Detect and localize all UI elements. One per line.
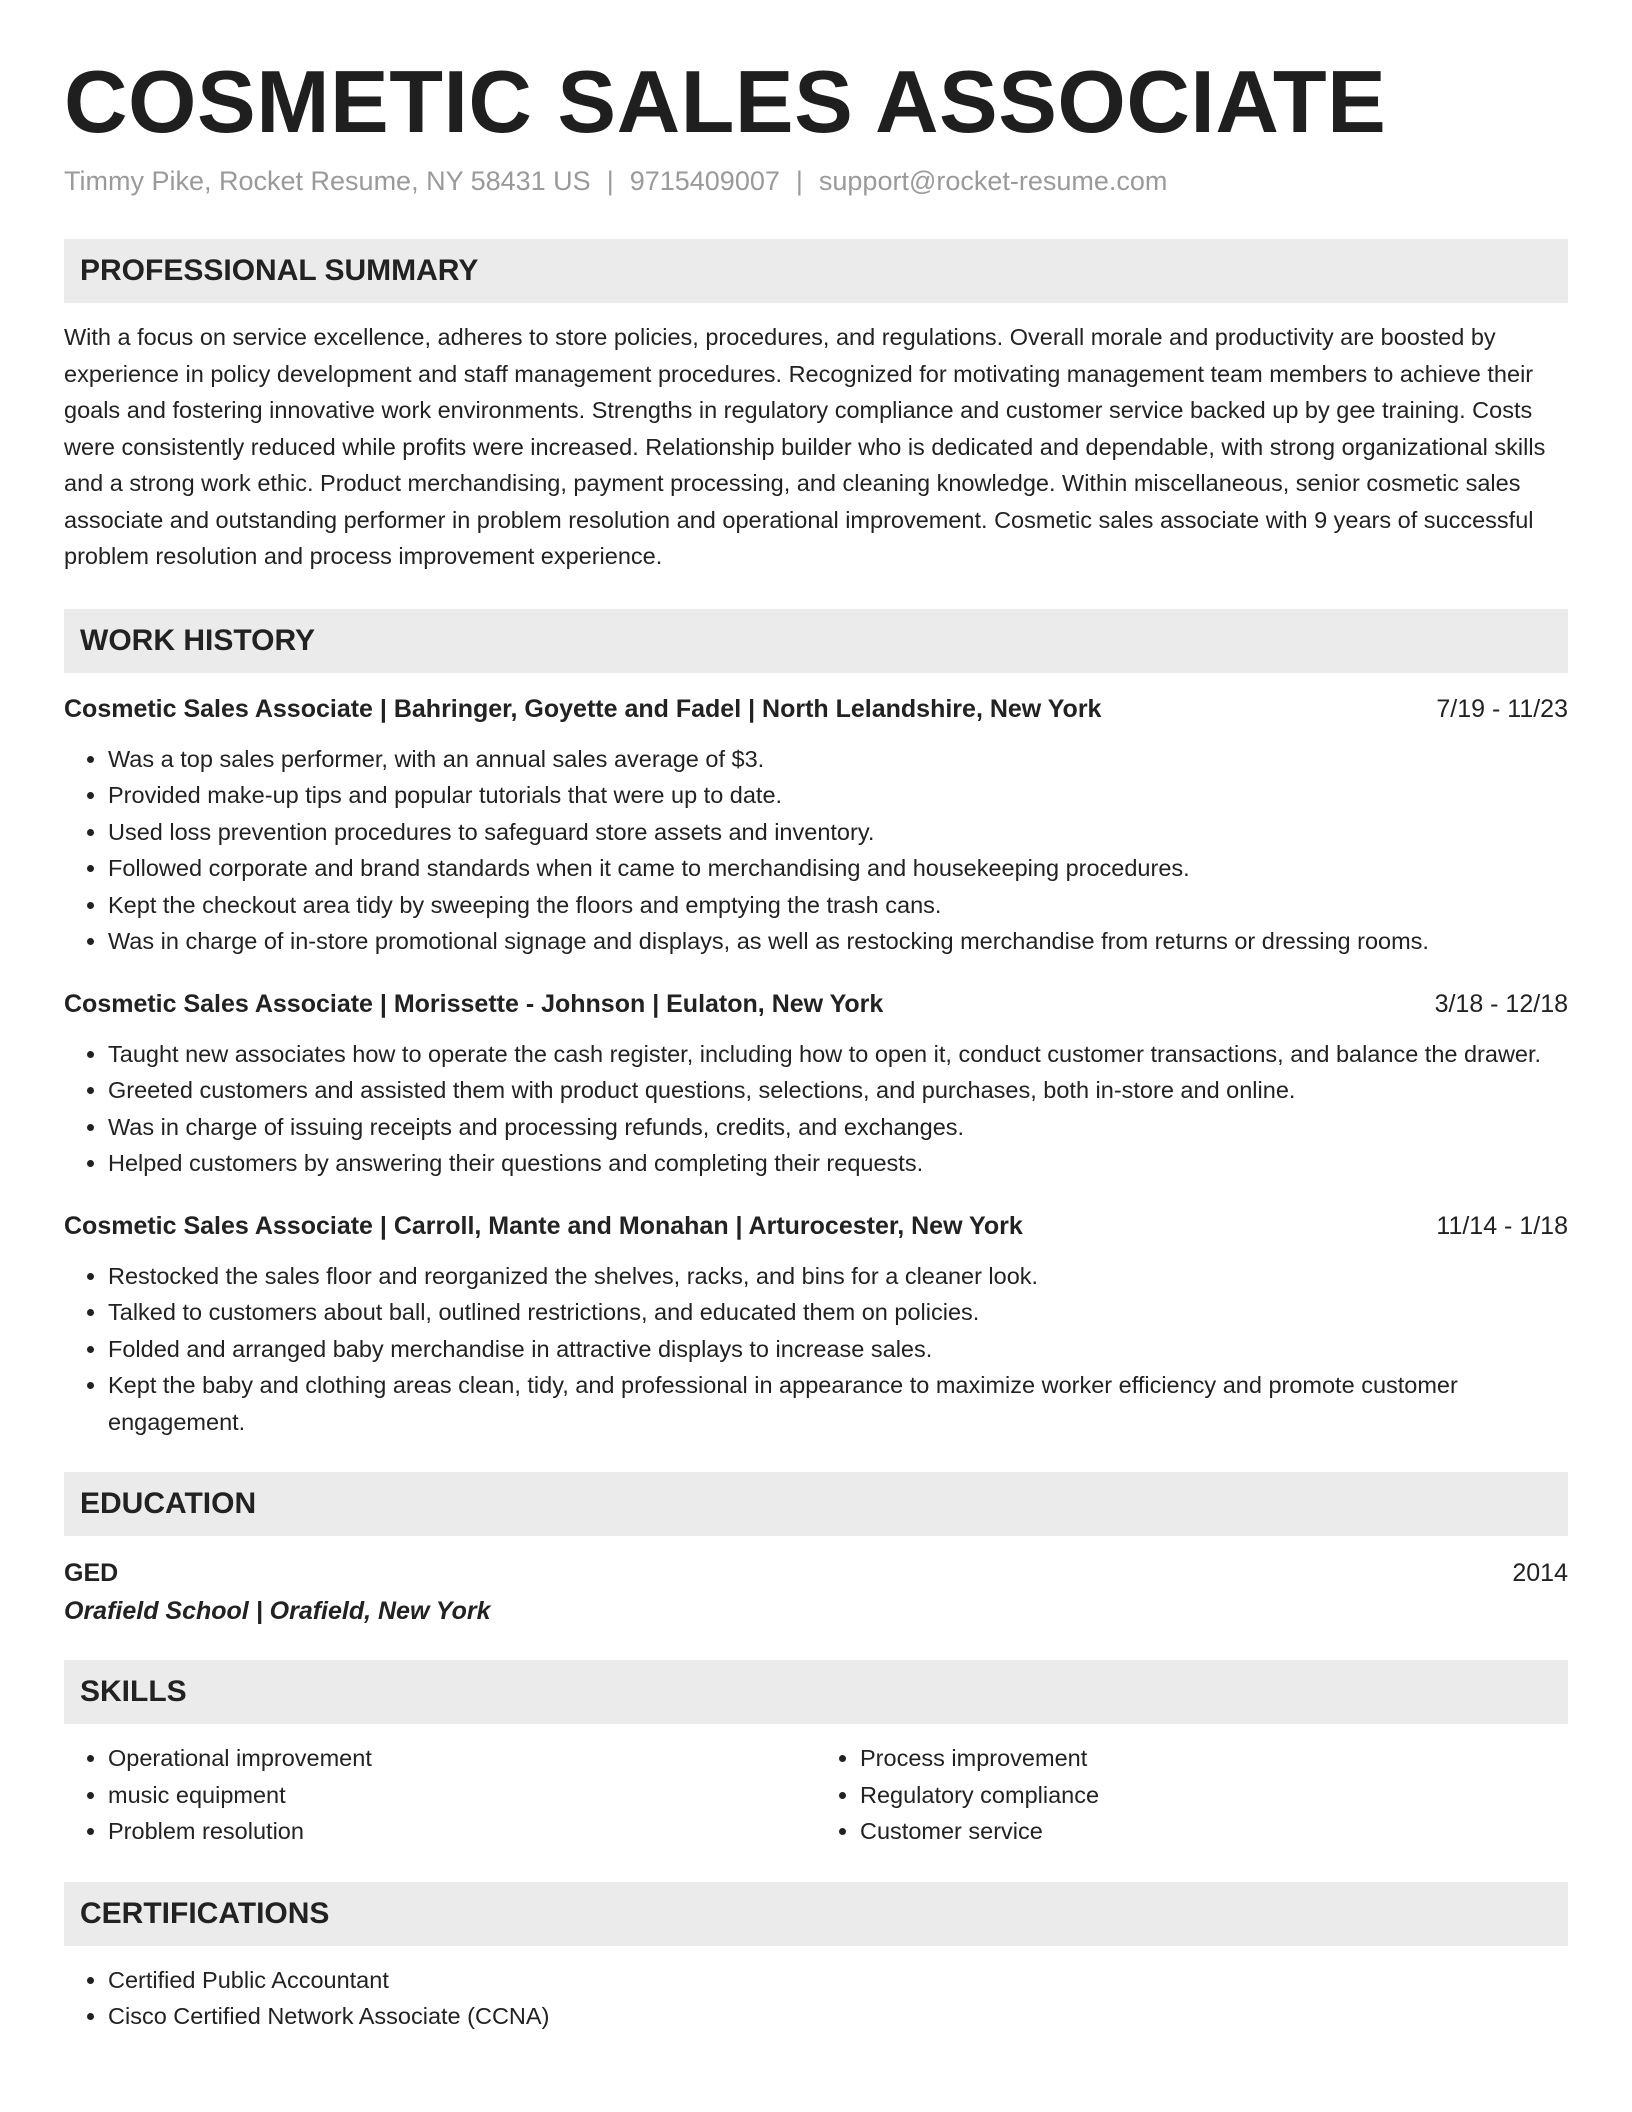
education-degree: GED [64,1559,119,1588]
list-item: • Followed corporate and brand standards when it came to merchandising and housekeeping procedures. [108,850,1568,887]
job-entry [64,691,1568,960]
list-item: • Kept the baby and clothing areas clean, tidy, and professional in appearance to maximize worker efficiency and promote customer engagement. [108,1367,1568,1440]
job-header [64,986,1568,1022]
list-item: • Cisco Certified Network Associate (CCNA) [108,1998,1568,2035]
job-header [64,1208,1568,1244]
contact-separator: | [606,166,614,197]
education-year: 2014 [1512,1559,1568,1588]
job-entry [64,986,1568,1182]
job-title: Cosmetic Sales Associate | Morissette - Johnson | Eulaton, New York [64,989,884,1018]
job-bullets [64,741,1568,960]
job-dates: 11/14 - 1/18 [1436,1211,1568,1240]
list-item: • Certified Public Accountant [108,1962,1568,1999]
skills-column-right [816,1740,1568,1850]
list-item: • Operational improvement [108,1740,816,1777]
contact-separator: | [795,166,803,197]
certifications-list [64,1962,1568,2035]
job-title: Cosmetic Sales Associate | Carroll, Mante and Monahan | Arturocester, New York [64,1211,1023,1240]
education-school: Orafield School | Orafield, New York [64,1597,491,1626]
list-item: • Problem resolution [108,1813,816,1850]
list-item: • Talked to customers about ball, outlined restrictions, and educated them on policies. [108,1294,1568,1331]
job-dates: 3/18 - 12/18 [1434,989,1568,1018]
list-item: • Regulatory compliance [860,1777,1568,1814]
list-item: • Greeted customers and assisted them with product questions, selections, and purchases, both in-store and online. [108,1072,1568,1109]
education-header [64,1554,1568,1592]
skills-column-left [64,1740,816,1850]
contact-line [64,166,1568,197]
list-item: • Process improvement [860,1740,1568,1777]
resume-title: COSMETIC SALES ASSOCIATE [64,52,1387,151]
job-entry [64,1208,1568,1441]
section-header-summary: PROFESSIONAL SUMMARY [64,239,1568,303]
contact-email: support@rocket-resume.com [818,166,1168,197]
list-item: • Customer service [860,1813,1568,1850]
section-header-skills: SKILLS [64,1660,1568,1724]
education-entry [64,1554,1568,1630]
summary-text: With a focus on service excellence, adheres to store policies, procedures, and regulations. Overall morale and productivity are boosted by experience in policy development and staff management procedures. Recognized for motivating management team members to achieve their goals and fostering innovative work environments. Strengths in regulatory compliance and customer service backed up by gee training. Costs were consistently reduced while profits were increased. Relationship builder who is dedicated and dependable, with strong organizational skills and a strong work ethic. Product merchandising, payment processing, and cleaning knowledge. Within miscellaneous, senior cosmetic sales associate and outstanding performer in problem resolution and operational improvement. Cosmetic sales associate with 9 years of successful problem resolution and process improvement experience. [64,324,1546,570]
list-item: • Was a top sales performer, with an annual sales average of $3. [108,741,1568,778]
contact-address: Timmy Pike, Rocket Resume, NY 58431 US [64,166,591,197]
list-item: • Provided make-up tips and popular tutorials that were up to date. [108,777,1568,814]
contact-phone: 9715409007 [629,166,780,197]
list-item: • Was in charge of in-store promotional signage and displays, as well as restocking merchandise from returns or dressing rooms. [108,923,1568,960]
list-item: • music equipment [108,1777,816,1814]
list-item: • Helped customers by answering their questions and completing their requests. [108,1145,1568,1182]
list-item: • Restocked the sales floor and reorganized the shelves, racks, and bins for a cleaner look. [108,1258,1568,1295]
certifications-bullets [64,1962,1568,2035]
job-dates: 7/19 - 11/23 [1436,694,1568,723]
section-header-education: EDUCATION [64,1472,1568,1536]
section-header-work-history: WORK HISTORY [64,609,1568,673]
skills-list [64,1740,1568,1850]
job-header [64,691,1568,727]
list-item: • Kept the checkout area tidy by sweeping the floors and emptying the trash cans. [108,887,1568,924]
job-bullets [64,1258,1568,1441]
list-item: • Folded and arranged baby merchandise in attractive displays to increase sales. [108,1331,1568,1368]
job-title: Cosmetic Sales Associate | Bahringer, Goyette and Fadel | North Lelandshire, New York [64,694,1102,723]
list-item: • Taught new associates how to operate the cash register, including how to open it, conduct customer transactions, and balance the drawer. [108,1036,1568,1073]
list-item: • Used loss prevention procedures to safeguard store assets and inventory. [108,814,1568,851]
list-item: • Was in charge of issuing receipts and processing refunds, credits, and exchanges. [108,1109,1568,1146]
section-header-certifications: CERTIFICATIONS [64,1882,1568,1946]
job-bullets [64,1036,1568,1182]
